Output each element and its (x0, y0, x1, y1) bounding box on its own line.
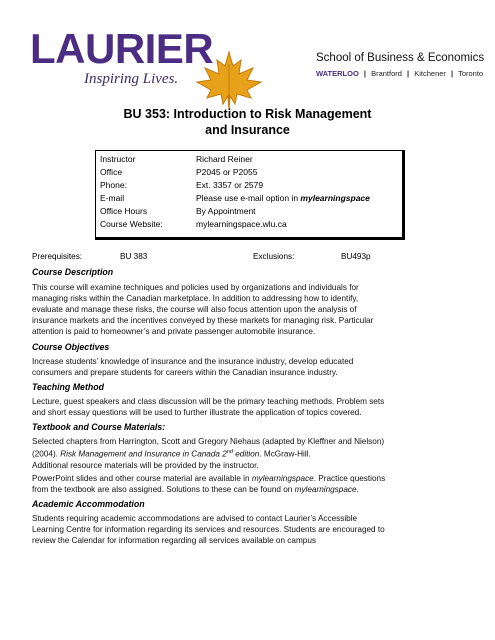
campus-list (316, 69, 483, 78)
email-text: Please use e-mail option in (196, 193, 301, 203)
superscript: nd (226, 449, 233, 455)
text-fragment: from the textbook are also assigned. Solutions to these can be found on (32, 485, 295, 494)
info-value (196, 192, 370, 205)
paragraph-line: managing risks within the Canadian marketplace. In addition to addressing how to identify, (32, 294, 359, 303)
text-fragment: (2004). (32, 449, 61, 459)
course-title-line2: and Insurance (205, 123, 290, 137)
section-heading: Teaching Method (32, 382, 105, 392)
campus-kitchener: Kitchener (414, 69, 446, 78)
logo-tagline: Inspiring Lives. (84, 71, 179, 87)
paragraph-line (32, 484, 359, 495)
text-fragment: PowerPoint slides and other course material are available in (32, 474, 252, 483)
section-heading: Textbook and Course Materials: (32, 422, 166, 432)
prereq-label: Prerequisites: (32, 252, 83, 261)
paragraph-line: evaluate and manage these risks, the course will also focus attention upon the analysis of (32, 305, 357, 314)
info-value: Ext. 3357 or 2579 (196, 180, 264, 190)
info-label: Course Website: (100, 219, 163, 229)
exclusions-label: Exclusions: (253, 252, 295, 261)
paragraph-line: Students requiring academic accommodations are advised to contact Laurier’s Accessible (32, 514, 358, 523)
paragraph-line: attention is paid to homeowner’s and private passenger automobile insurance. (32, 327, 316, 336)
text-fragment: . (356, 485, 359, 494)
info-value: By Appointment (196, 206, 256, 216)
text-fragment: . McGraw-Hill. (259, 449, 311, 459)
paragraph-line (32, 447, 311, 460)
paragraph-line: and short essay questions will be used to further illustrate the application of topics covered. (32, 408, 362, 417)
maple-leaf-icon (195, 50, 263, 112)
info-label: Instructor (100, 154, 136, 164)
section-heading: Course Objectives (32, 342, 110, 352)
campus-waterloo: WATERLOO (316, 69, 359, 78)
laurier-logo (30, 25, 240, 98)
paragraph-line: Increase students’ knowledge of insurance and the insurance industry, develop educated (32, 357, 354, 366)
exclusions-value: BU493p (341, 252, 371, 261)
paragraph-line: Selected chapters from Harrington, Scott and Gregory Niehaus (adapted by Kleffner and Nielson) (32, 437, 385, 446)
paragraph-line: review the Calendar for information regarding all services available on campus (32, 536, 316, 545)
campus-separator: | (363, 69, 366, 78)
campus-separator: | (451, 69, 454, 78)
campus-toronto: Toronto (458, 69, 484, 78)
textbook-edition: edition (232, 449, 260, 459)
text-fragment: . Practice questions (313, 474, 386, 483)
course-website-link[interactable]: mylearningspace.wlu.ca (196, 219, 287, 229)
course-info-table (95, 150, 405, 240)
paragraph-line: Additional resource materials will be provided by the instructor. (32, 461, 259, 470)
paragraph-line: Lecture, guest speakers and class discussion will be the primary teaching methods. Problem sets (32, 397, 385, 406)
info-label: E-mail (100, 193, 125, 203)
section-heading: Academic Accommodation (32, 499, 145, 509)
info-label: Phone: (100, 180, 127, 190)
paragraph-line: consumers and prepare students for careers within the Canadian insurance industry. (32, 368, 338, 377)
info-label: Office (100, 167, 123, 177)
paragraph-line (32, 473, 385, 484)
paragraph-line: This course will examine techniques and policies used by organizations and individuals for (32, 283, 359, 292)
info-value: P2045 or P2055 (196, 167, 258, 177)
mylearningspace-ref: mylearningspace (294, 485, 357, 494)
prereq-value: BU 383 (120, 252, 148, 261)
logo-wordmark: LAURIER (30, 25, 214, 72)
info-value: Richard Reiner (196, 154, 253, 164)
campus-brantford: Brantford (371, 69, 402, 78)
textbook-title: Risk Management and Insurance in Canada 2 (60, 449, 227, 459)
mylearningspace-link[interactable]: mylearningspace (300, 193, 370, 203)
section-heading: Course Description (32, 267, 114, 277)
school-name: School of Business & Economics (316, 52, 485, 64)
paragraph-line: insurance markets and the incentives conveyed by these markets for managing risk. Particular (32, 316, 374, 325)
course-title-line1: BU 353: Introduction to Risk Management (123, 107, 372, 121)
mylearningspace-ref: mylearningspace (251, 474, 314, 483)
paragraph-line: Learning Centre for information regarding its services and resources. Students are encouraged to (32, 525, 385, 534)
info-label: Office Hours (100, 206, 148, 216)
campus-separator: | (407, 69, 410, 78)
